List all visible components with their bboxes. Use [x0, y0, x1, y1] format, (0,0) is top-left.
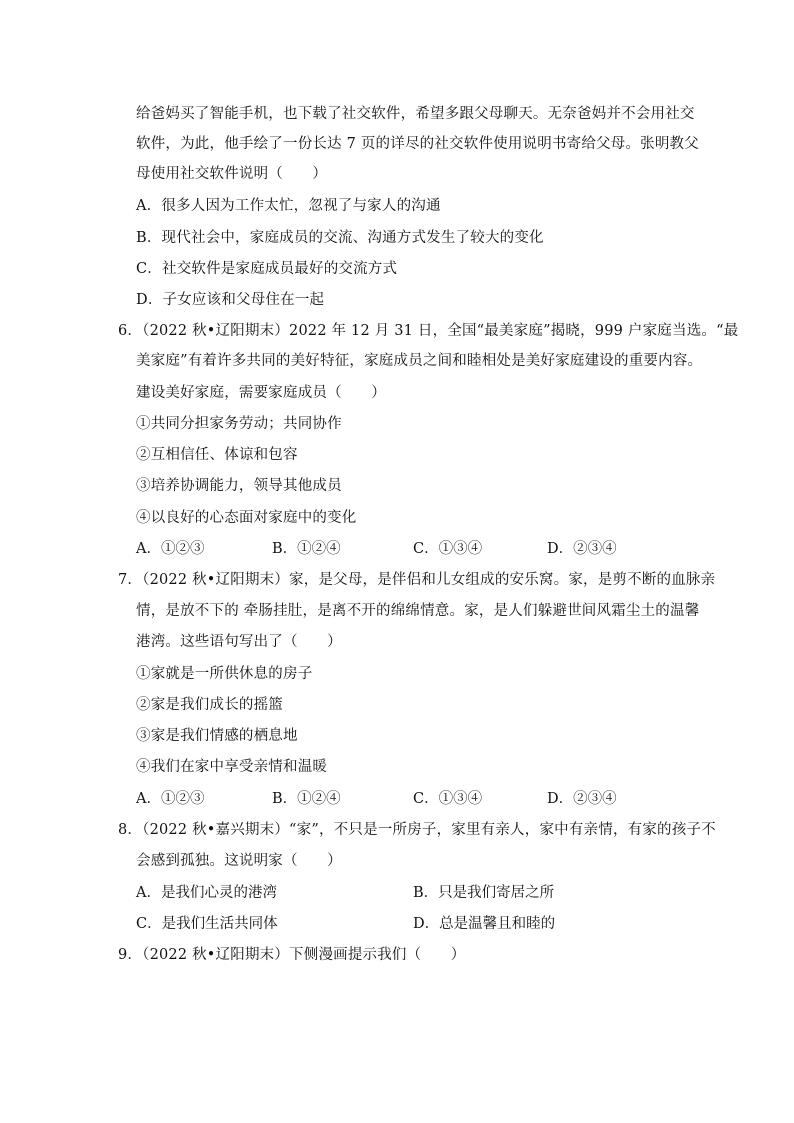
q6-option-c: C．①③④	[413, 541, 483, 557]
q6-item-3: ③培养协调能力，领导其他成员	[136, 478, 342, 494]
q7-option-b: B．①②④	[272, 791, 341, 807]
q7-option-d: D．②③④	[547, 791, 617, 807]
q7-item-2: ②家是我们成长的摇篮	[136, 697, 283, 713]
q6-option-a: A．①②③	[136, 541, 205, 557]
q5-stem-line-2: 软件，为此，他手绘了一份长达 7 页的详尽的社交软件使用说明书寄给父母。张明教父	[136, 136, 699, 152]
q7-item-4: ④我们在家中享受亲情和温暖	[136, 759, 328, 775]
q6-item-1: ①共同分担家务劳动；共同协作	[136, 416, 342, 432]
q6-option-d: D．②③④	[547, 541, 617, 557]
q5-stem-line-3: 母使用社交软件说明（ ）	[136, 166, 328, 182]
q7-option-a: A．①②③	[136, 791, 205, 807]
q7-stem-line-2: 情，是放不下的 牵肠挂肚，是离不开的绵绵情意。家，是人们躲避世间风霜尘土的温馨	[136, 603, 700, 619]
q5-option-d: D．子女应该和父母住在一起	[136, 292, 325, 308]
q7-item-3: ③家是我们情感的栖息地	[136, 728, 298, 744]
q8-option-b: B．只是我们寄居之所	[413, 885, 555, 901]
q8-stem-line-1: 8．（2022 秋•嘉兴期末）“家”，不只是一所房子，家里有亲人，家中有亲情，有家的孩子不	[118, 822, 716, 838]
q6-stem-line-1: 6．（2022 秋•辽阳期末）2022 年 12 月 31 日，全国“最美家庭”揭晓，999 户家庭当选。“最	[118, 323, 739, 339]
q5-option-a: A．很多人因为工作太忙，忽视了与家人的沟通	[136, 198, 441, 214]
q7-option-c: C．①③④	[413, 791, 483, 807]
q6-stem-line-2: 美家庭”有着许多共同的美好特征，家庭成员之间和睦相处是美好家庭建设的重要内容。	[136, 353, 703, 369]
q5-stem-line-1: 给爸妈买了智能手机，也下载了社交软件，希望多跟父母聊天。无奈爸妈并不会用社交	[136, 106, 695, 122]
q6-item-4: ④以良好的心态面对家庭中的变化	[136, 510, 357, 526]
q6-item-2: ②互相信任、体谅和包容	[136, 447, 298, 463]
q8-option-a: A．是我们心灵的港湾	[136, 885, 277, 901]
q8-stem-line-2: 会感到孤独。这说明家（ ）	[136, 853, 342, 869]
q6-option-b: B．①②④	[272, 541, 341, 557]
q8-option-c: C．是我们生活共同体	[136, 916, 278, 932]
q7-stem-line-1: 7．（2022 秋•辽阳期末）家，是父母，是伴侣和儿女组成的安乐窝。家，是剪不断的血脉亲	[118, 572, 716, 588]
q6-stem-line-3: 建设美好家庭，需要家庭成员（ ）	[136, 385, 386, 401]
q8-option-d: D．总是温馨且和睦的	[413, 916, 556, 932]
q5-option-c: C．社交软件是家庭成员最好的交流方式	[136, 261, 398, 277]
q9-stem-line-1: 9．（2022 秋•辽阳期末）下侧漫画提示我们（ ）	[118, 947, 466, 963]
q7-stem-line-3: 港湾。这些语句写出了（ ）	[136, 634, 342, 650]
q5-option-b: B．现代社会中，家庭成员的交流、沟通方式发生了较大的变化	[136, 230, 544, 246]
q7-item-1: ①家就是一所供休息的房子	[136, 666, 313, 682]
